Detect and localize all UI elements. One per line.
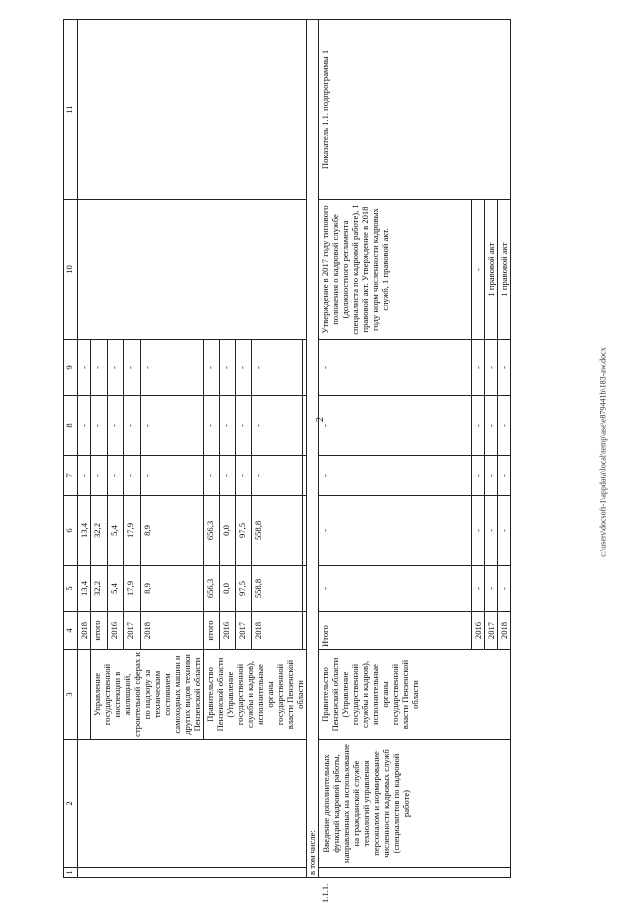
value-cell: -: [220, 340, 236, 396]
value-cell: 656,3: [204, 566, 220, 612]
value-cell: -: [319, 456, 472, 496]
value-cell: -: [252, 396, 303, 456]
value-cell: 5,4: [107, 496, 124, 566]
value-cell: -: [107, 396, 124, 456]
value-cell: -: [472, 566, 485, 612]
file-path-footer: c:\users\docsoft-1\appdata\local\temp\ase\e879441b\183-aw.docx: [598, 347, 608, 557]
org-name: Правительство Пензенской области (Управление государственной службы и кадров), исполнительные органы государственной власти Пензенской области: [204, 650, 307, 740]
value-cell: 558,8: [252, 496, 303, 566]
value-cell: -: [319, 566, 472, 612]
cell-empty: [319, 868, 511, 878]
table-row: [319, 20, 472, 878]
result-cell: 1 правовой акт: [485, 200, 498, 340]
value-cell: 656,3: [204, 496, 220, 566]
header-cell: 4: [64, 612, 78, 650]
year-cell: 2017: [124, 612, 141, 650]
value-cell: -: [472, 340, 485, 396]
header-cell: 8: [64, 396, 78, 456]
value-cell: -: [472, 456, 485, 496]
year-cell: 2018: [252, 612, 303, 650]
value-cell: 32,2: [91, 496, 108, 566]
value-cell: -: [220, 396, 236, 456]
value-cell: -: [498, 566, 511, 612]
value-cell: -: [472, 496, 485, 566]
result-cell: 1 правовой акт: [498, 200, 511, 340]
in-total-label: в том числе:: [307, 20, 319, 878]
value-cell: -: [236, 340, 252, 396]
value-cell: 8,9: [141, 566, 204, 612]
value-cell: -: [498, 496, 511, 566]
year-cell: 2016: [107, 612, 124, 650]
value-cell: -: [485, 340, 498, 396]
value-cell: -: [498, 340, 511, 396]
value-cell: 5,4: [107, 566, 124, 612]
value-cell: -: [319, 396, 472, 456]
value-cell: -: [78, 396, 91, 456]
value-cell: -: [141, 340, 204, 396]
value-cell: -: [91, 340, 108, 396]
item-number: 1.1.1.: [320, 883, 330, 903]
table-frame: [63, 20, 575, 903]
value-cell: -: [485, 456, 498, 496]
org-name: Правительство Пензенской области (Управление государственной службы и кадров), исполнительные органы государственной власти Пензенской области: [319, 650, 511, 740]
item-description: [319, 740, 511, 903]
header-cell: 5: [64, 566, 78, 612]
value-cell: -: [78, 340, 91, 396]
cell-empty: [78, 20, 307, 200]
value-cell: -: [204, 340, 220, 396]
header-cell: 9: [64, 340, 78, 396]
value-cell: -: [124, 340, 141, 396]
value-cell: 17,9: [124, 566, 141, 612]
value-cell: 32,2: [91, 566, 108, 612]
header-cell: 2: [64, 740, 78, 868]
value-cell: -: [124, 456, 141, 496]
value-cell: -: [107, 340, 124, 396]
value-cell: -: [485, 396, 498, 456]
item-title: Введение дополнительных функций кадровой работы, направленных на использование на гражданской службе технологий управления персоналом и нормирование численности кадровых служб (специалистов по кадровой работе): [321, 744, 411, 863]
page-number: 2: [314, 417, 326, 422]
table-row: [78, 20, 91, 878]
header-row: [64, 20, 78, 878]
value-cell: 0,0: [220, 496, 236, 566]
year-cell: 2016: [472, 612, 485, 650]
year-cell: 2018: [141, 612, 204, 650]
cell-empty: [78, 650, 91, 740]
value-cell: -: [472, 396, 485, 456]
value-cell: 97,5: [236, 566, 252, 612]
value-cell: -: [485, 496, 498, 566]
value-cell: -: [91, 396, 108, 456]
value-cell: -: [204, 396, 220, 456]
value-cell: 0,0: [220, 566, 236, 612]
value-cell: -: [236, 456, 252, 496]
value-cell: -: [319, 496, 472, 566]
value-cell: 97,5: [236, 496, 252, 566]
value-cell: -: [204, 456, 220, 496]
cell-empty: [78, 740, 307, 868]
value-cell: 8,9: [141, 496, 204, 566]
value-cell: 17,9: [124, 496, 141, 566]
year-cell: 2016: [220, 612, 236, 650]
value-cell: 13,4: [78, 566, 91, 612]
header-cell: 10: [64, 200, 78, 340]
program-table: [63, 19, 511, 903]
value-cell: -: [498, 456, 511, 496]
cell-empty: [78, 868, 307, 878]
value-cell: -: [220, 456, 236, 496]
org-name: Управление государственной инспекции в жилищной, строительной сферах и по надзору за техническим состоянием самоходных машин и других видов техники Пензенской области: [91, 650, 204, 740]
header-cell: 3: [64, 650, 78, 740]
value-cell: -: [124, 396, 141, 456]
header-cell: 1: [64, 868, 78, 878]
value-cell: -: [485, 566, 498, 612]
value-cell: -: [91, 456, 108, 496]
year-cell: итого: [204, 612, 220, 650]
year-cell: 2018: [78, 612, 91, 650]
indicator-cell: Показатель 1.1. подпрограммы 1: [319, 20, 511, 200]
value-cell: 13,4: [78, 496, 91, 566]
value-cell: -: [498, 396, 511, 456]
value-cell: -: [141, 396, 204, 456]
table-row: [307, 20, 319, 878]
value-cell: -: [78, 456, 91, 496]
value-cell: -: [319, 340, 472, 396]
result-cell: -: [472, 200, 485, 340]
value-cell: 558,8: [252, 566, 303, 612]
year-cell: 2018: [498, 612, 511, 650]
header-cell: 11: [64, 20, 78, 200]
value-cell: -: [252, 340, 303, 396]
header-cell: 6: [64, 496, 78, 566]
header-cell: 7: [64, 456, 78, 496]
year-cell: итого: [91, 612, 108, 650]
year-cell: 2017: [485, 612, 498, 650]
value-cell: -: [252, 456, 303, 496]
value-cell: -: [141, 456, 204, 496]
value-cell: -: [236, 396, 252, 456]
value-cell: -: [107, 456, 124, 496]
result-cell: Утверждение в 2017 году типового положения о кадровой службе (должностного регламента специалиста по кадровой работе), 1 правовой акт. Утверждение в 2018 году норм численности кадровых служб, 1 правовой акт.: [319, 200, 472, 340]
cell-empty: [78, 200, 307, 340]
total-label: Итого: [319, 612, 472, 650]
year-cell: 2017: [236, 612, 252, 650]
rotated-page: [63, 20, 575, 903]
